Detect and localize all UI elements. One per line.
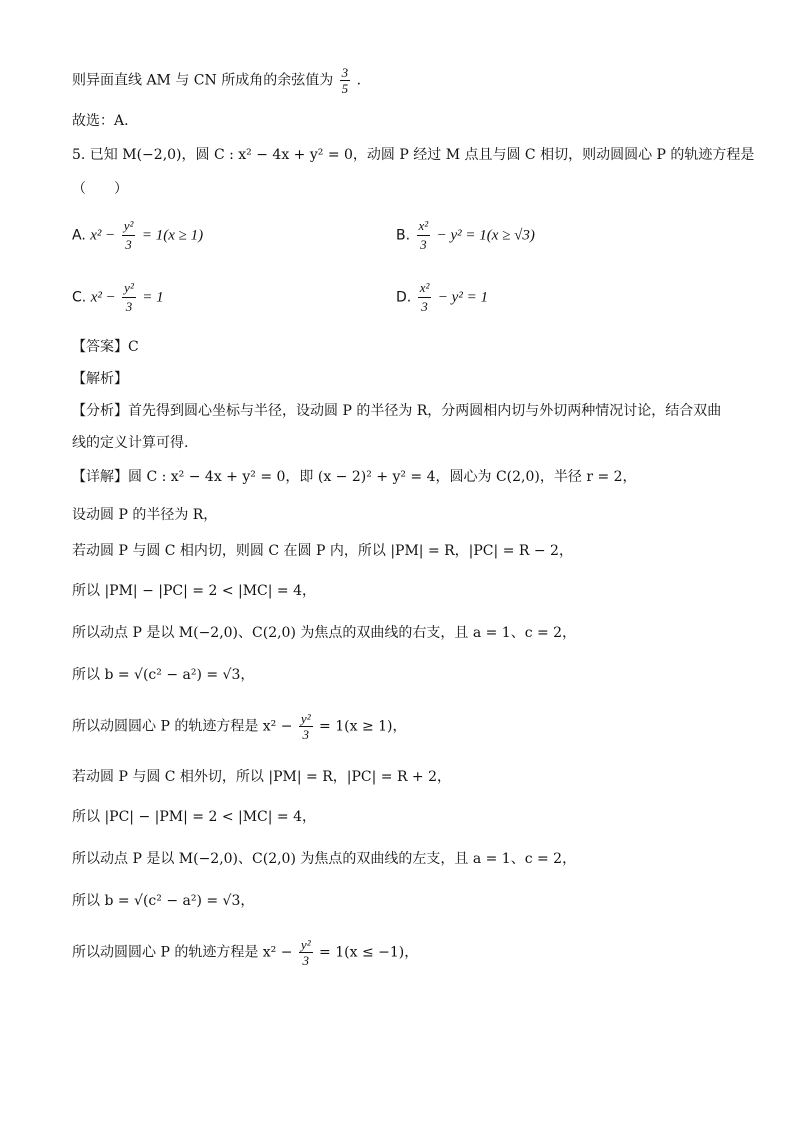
- option-d[interactable]: D. $\frac{\text{x²}}{3}$ − y² = 1: [396, 280, 488, 314]
- trajectory-line-left: 所以动圆圆心 P 的轨迹方程是 x² − $\frac{\text{y²}}{3}$ = 1(x ≤ −1)，: [72, 937, 419, 968]
- answer-line: 【答案】C: [72, 339, 139, 355]
- detail-line-8: 所以 |PC| − |PM| = 2 < |MC| = 4，: [72, 809, 317, 825]
- option-b[interactable]: B. $\frac{\text{x²}}{3}$ − y² = 1(x ≥ √3): [396, 218, 535, 252]
- detail-line-10: 所以 b = √(c² − a²) = √3，: [72, 893, 255, 909]
- fraction: $\frac{3}{5}$: [341, 65, 349, 96]
- detail-line-5: 所以动点 P 是以 M(−2,0)、C(2,0) 为焦点的双曲线的右支，且 a = 1、c = 2，: [72, 625, 577, 641]
- analysis-line-2: 线的定义计算可得.: [72, 435, 189, 451]
- angle-cosine-line: 则异面直线 AM 与 CN 所成角的余弦值为 $\frac{3}{5}$ .: [72, 65, 362, 96]
- detail-line-9: 所以动点 P 是以 M(−2,0)、C(2,0) 为焦点的双曲线的左支，且 a = 1、c = 2，: [72, 851, 577, 867]
- option-a[interactable]: A. x² − $\frac{\text{y²}}{3}$ = 1(x ≥ 1): [72, 218, 204, 252]
- line-text: 则异面直线 AM 与 CN 所成角的余弦值为: [72, 72, 334, 89]
- detail-line-6: 所以 b = √(c² − a²) = √3，: [72, 667, 255, 683]
- detail-line-2: 设动圆 P 的半径为 R，: [72, 507, 218, 523]
- analysis-line-1: 【分析】首先得到圆心坐标与半径，设动圆 P 的半径为 R，分两圆相内切与外切两种情况讨论，结合双曲: [72, 403, 722, 419]
- detail-line-3: 若动圆 P 与圆 C 相内切，则圆 C 在圆 P 内，所以 |PM| = R，|PC| = R − 2，: [72, 543, 573, 559]
- choose-line: 故选：A.: [72, 113, 129, 129]
- detail-line-7: 若动圆 P 与圆 C 相外切，所以 |PM| = R，|PC| = R + 2，: [72, 769, 452, 785]
- detail-line-1: 【详解】圆 C : x² − 4x + y² = 0，即 (x − 2)² + y² = 4，圆心为 C(2,0)，半径 r = 2，: [72, 469, 637, 485]
- trajectory-line-right: 所以动圆圆心 P 的轨迹方程是 x² − $\frac{\text{y²}}{3}$ = 1(x ≥ 1)，: [72, 711, 407, 742]
- detail-line-4: 所以 |PM| − |PC| = 2 < |MC| = 4，: [72, 583, 317, 599]
- analysis-tag: 【解析】: [72, 371, 128, 387]
- question-stem: 5. 已知 M(−2,0)，圆 C : x² − 4x + y² = 0，动圆 P 经过 M 点且与圆 C 相切，则动圆圆心 P 的轨迹方程是: [72, 147, 755, 163]
- option-c[interactable]: C. x² − $\frac{\text{y²}}{3}$ = 1: [72, 280, 164, 314]
- question-paren: （ ）: [72, 181, 128, 197]
